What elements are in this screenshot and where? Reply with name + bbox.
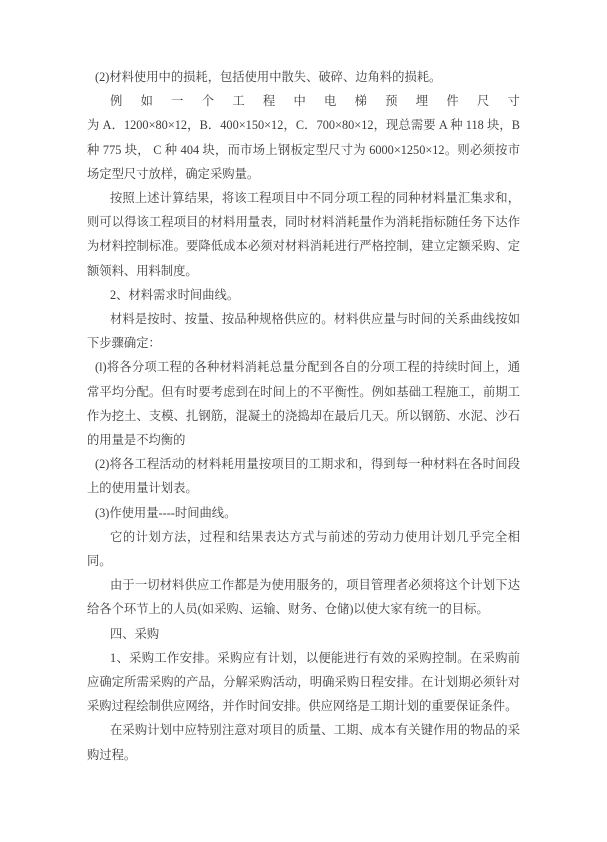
- spread-char: 梯: [354, 94, 367, 109]
- paragraph: (l)将各分项工程的各种材料消耗总量分配到各自的分项工程的持续时间上，通常平均分配。但有时要考虑到在时间上的不平衡性。例如基础工程施工，前期工作为挖土、支模、扎钢筋，混凝土的浇捣却在最后几天。所以钢筋、水泥、沙石的用量是不均衡的: [87, 360, 520, 448]
- paragraph: 在采购计划中应特别注意对项目的质量、工期、成本有关键作用的物品的采购过程。: [87, 723, 520, 762]
- spread-char: 埋: [415, 94, 429, 109]
- paragraph: (2)将各工程活动的材料耗用量按项目的工期求和，得到每一种材料在各时间段上的使用量计划表。: [87, 457, 520, 496]
- paragraph: 2、材料需求时间曲线。: [110, 287, 240, 302]
- spread-char: 如: [140, 94, 153, 109]
- paragraph: (3)作使用量----时间曲线。: [95, 505, 237, 520]
- paragraph: 四、采购: [110, 626, 160, 641]
- spread-char: 尺: [476, 94, 490, 109]
- paragraph: 由于一切材料供应工作都是为使用服务的，项目管理者必须将这个计划下达给各个环节上的人员(如采购、运输、财务、仓储)以使大家有统一的目标。: [87, 578, 520, 617]
- spread-char: 预: [385, 94, 398, 109]
- spread-char: 件: [446, 94, 459, 109]
- paragraph: 1、采购工作安排。采购应有计划，以便能进行有效的采购控制。在采购前应确定所需采购的产品，分解采购活动，明确采购日程安排。在计划期必须针对采购过程绘制供应网络，并作时间安排。供应网络是工期计划的重要保证条件。: [87, 650, 520, 714]
- spread-char: 中: [293, 94, 306, 109]
- spread-paragraph: [87, 89, 520, 113]
- spread-char: 电: [324, 94, 337, 109]
- spread-char: 寸: [507, 94, 520, 109]
- paragraph: 材料是按时、按量、按品种规格供应的。材料供应量与时间的关系曲线按如下步骤确定：: [87, 312, 520, 351]
- paragraph: 它的计划方法，过程和结果表达方式与前述的劳动力使用计划几乎完全相同。: [87, 529, 520, 569]
- paragraph: (2)材料使用中的损耗，包括使用中散失、破碎、边角料的损耗。: [95, 70, 442, 84]
- spread-char: 例: [110, 94, 123, 109]
- paragraph: 按照上述计算结果，将该工程项目中不同分项工程的同种材料量汇集求和，则可以得该工程项目的材料用量表，同时材料消耗量作为消耗指标随任务下达作为材料控制标准。要降低成本必须对材料消耗进行严格控制，建立定额采购、定额领料、用料制度。: [87, 191, 520, 278]
- spread-char: 一: [171, 94, 184, 109]
- spread-char: 程: [262, 94, 276, 109]
- spread-char: 个: [201, 94, 215, 109]
- spread-char: 工: [232, 94, 245, 109]
- paragraph: 为 A．1200×80×12，B．400×150×12，C．700×80×12，现总需要 A 种 118 块，B 种 775 块， C 种 404 块，而市场上钢板定型尺寸为 6000×1250×12。则必须按市场定型尺寸放样，确定采购量。: [87, 118, 520, 181]
- document-body: [87, 65, 520, 767]
